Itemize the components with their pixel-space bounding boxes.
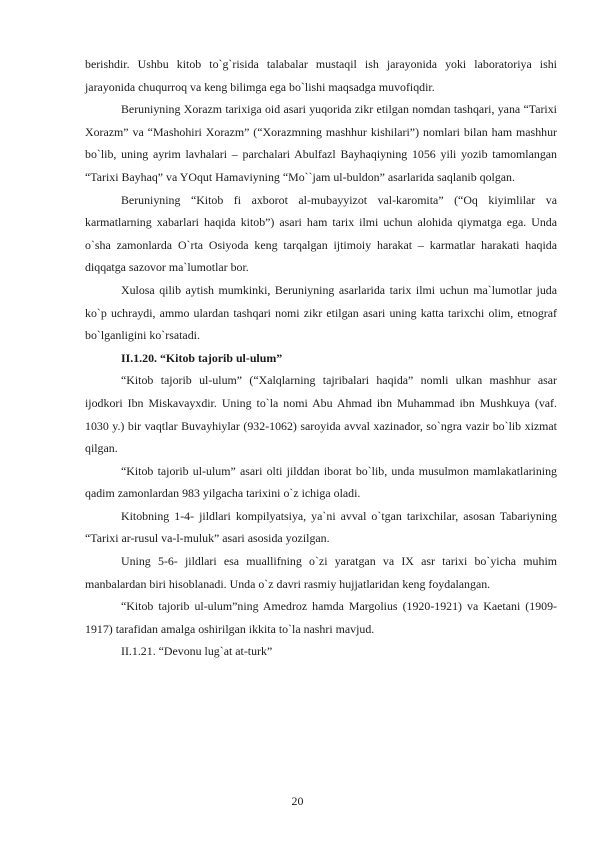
- paragraph-tarixi-xorazm: Beruniyning Xorazm tarixiga oid asari yuqorida zikr etilgan nomdan tashqari, yana “Tarixi Xorazm” va “Mashohiri Xorazm” (“Xorazmning mashhur kishilari”) nomlari bilan ham mashhur bo`lib, uning ayrim lavhalari – parchalari Abulfazl Bayhaqiyning 1056 yili yozib tamomlangan “Tarixi Bayhaq” va YOqut Hamaviyning “Mo``jam ul-buldon” asarlarida saqlanib qolgan.: [85, 102, 557, 184]
- paragraph-volumes-1-4: Kitobning 1-4- jildlari kompilyatsiya, ya`ni avval o`tgan tarixchilar, asosan Tabariyning “Tarixi ar-rusul va-l-muluk” asari asosida yozilgan.: [85, 508, 557, 546]
- page-number: 20: [291, 794, 304, 808]
- paragraph-six-volumes: “Kitob tajorib ul-ulum” asari olti jilddan iborat bo`lib, unda musulmon mamlakatlarining qadim zamonlardan 983 yilgacha tarixini o`z ichiga oladi.: [85, 463, 557, 501]
- paragraph-editions: “Kitob tajorib ul-ulum”ning Amedroz hamda Margolius (1920-1921) va Kaetani (1909-1917) tarafidan amalga oshirilgan ikkita to`la nashri mavjud.: [85, 599, 557, 636]
- paragraph-ibn-miskavayx: “Kitob tajorib ul-ulum” (“Xalqlarning tajribalari haqida” nomli ulkan mashhur asar ijodkori Ibn Miskavayxdir. Uning to`la nomi Abu Ahmad ibn Muhammad ibn Mushkuya (vaf. 1030 y.) bir vaqtlar Buvayhiylar (932-1062) saroyida avval xazinador, so`ngra vazir bo`lib xizmat qilgan.: [85, 373, 557, 456]
- page-body: [85, 53, 557, 663]
- section-heading-kitob-tajorib: II.1.20. “Kitob tajorib ul-ulum”: [121, 350, 283, 365]
- paragraph-karomita: Beruniyning “Kitob fi axborot al-mubayyizot val-karomita” (“Oq kiyimlilar va karmatlarning xabarlari haqida kitob”) asari ham tarix ilmi uchun alohida qiymatga ega. Unda o`sha zamonlarda O`rta Osiyoda keng tarqalgan ijtimoiy harakat – karmatlar harakati haqida diqqatga sazovor ma`lumotlar bor.: [85, 192, 557, 275]
- paragraph-continuation: berishdir. Ushbu kitob to`g`risida talabalar mustaqil ish jarayonida yoki laboratoriya ishi jarayonida chuqurroq va keng bilimga ega bo`lishi maqsadga muvofiqdir.: [85, 57, 557, 94]
- paragraph-conclusion: Xulosa qilib aytish mumkinki, Beruniyning asarlarida tarix ilmi uchun ma`lumotlar juda ko`p uchraydi, ammo ulardan tashqari nomi zikr etilgan asari uning katta tarixchi olim, etnograf bo`lganligini ko`rsatadi.: [85, 282, 557, 343]
- section-heading-devonu-lugat: II.1.21. “Devonu lug`at at-turk”: [121, 644, 273, 659]
- paragraph-volumes-5-6: Uning 5-6- jildlari esa muallifning o`zi yaratgan va IX asr tarixi bo`yicha muhim manbalardan biri hisoblanadi. Unda o`z davri rasmiy hujjatlaridan keng foydalangan.: [85, 554, 557, 591]
